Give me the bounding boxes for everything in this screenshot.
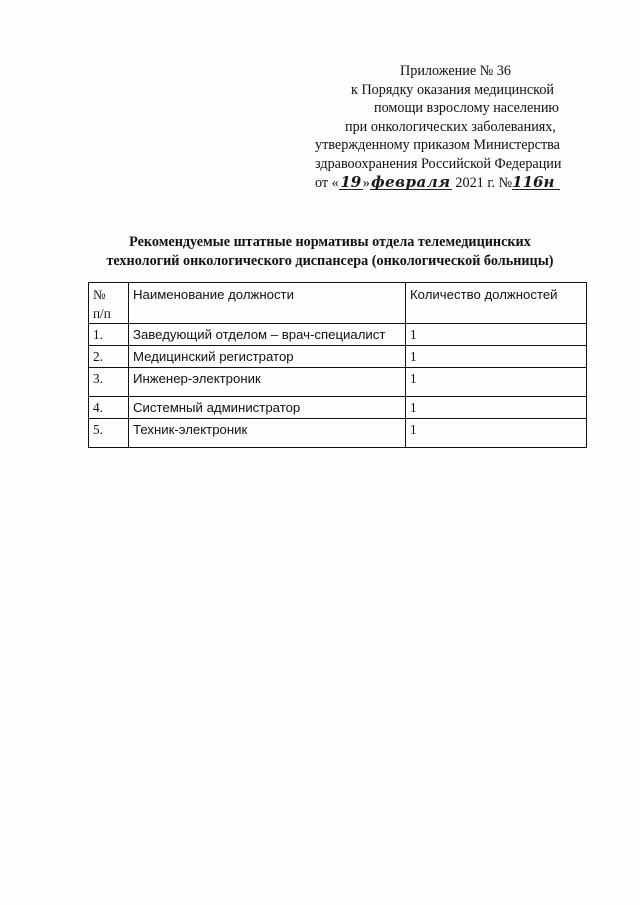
appendix-line: утвержденному приказом Министерства (315, 137, 560, 154)
table-row (89, 324, 587, 346)
handwritten-order-number: 116н (512, 175, 560, 190)
row-number: 1. (89, 324, 129, 346)
appendix-line: при онкологических заболеваниях, (345, 118, 556, 135)
date-mid: » (362, 174, 370, 191)
row-position: Системный администратор (129, 397, 406, 419)
row-number: 3. (89, 368, 129, 397)
row-position: Техник-электроник (129, 419, 406, 448)
title-line-2: технологий онкологического диспансера (онкологической больницы) (106, 253, 554, 269)
table-row (89, 397, 587, 419)
order-date-line (300, 174, 600, 193)
table-row (89, 368, 587, 397)
row-number: 2. (89, 346, 129, 368)
date-prefix: от « (315, 174, 339, 191)
row-quantity: 1 (406, 419, 587, 448)
date-year: 2021 г. № (451, 174, 513, 191)
title-line-1: Рекомендуемые штатные нормативы отдела телемедицинских (129, 234, 531, 250)
row-position: Инженер-электроник (129, 368, 406, 397)
row-quantity: 1 (406, 324, 587, 346)
row-quantity: 1 (406, 368, 587, 397)
handwritten-day: 19 (340, 172, 362, 191)
row-quantity: 1 (406, 397, 587, 419)
header-position: Наименование должности (129, 283, 406, 324)
row-position: Заведующий отделом – врач-специалист (129, 324, 406, 346)
table-row (89, 419, 587, 448)
row-number: 5. (89, 419, 129, 448)
appendix-line: помощи взрослому населению (374, 100, 560, 117)
header-quantity: Количество должностей (406, 283, 587, 324)
row-position: Медицинский регистратор (129, 346, 406, 368)
appendix-line: здравоохранения Российской Федерации (315, 155, 562, 172)
staff-table (88, 282, 587, 448)
header-number: № п/п (89, 283, 129, 324)
appendix-line: Приложение № 36 (400, 63, 511, 79)
handwritten-month: февраля (371, 172, 451, 191)
appendix-header (300, 62, 600, 192)
appendix-line: к Порядку оказания медицинской (351, 81, 555, 98)
table-header-row (89, 283, 587, 324)
document-title (60, 233, 600, 271)
row-quantity: 1 (406, 346, 587, 368)
table-row (89, 346, 587, 368)
row-number: 4. (89, 397, 129, 419)
